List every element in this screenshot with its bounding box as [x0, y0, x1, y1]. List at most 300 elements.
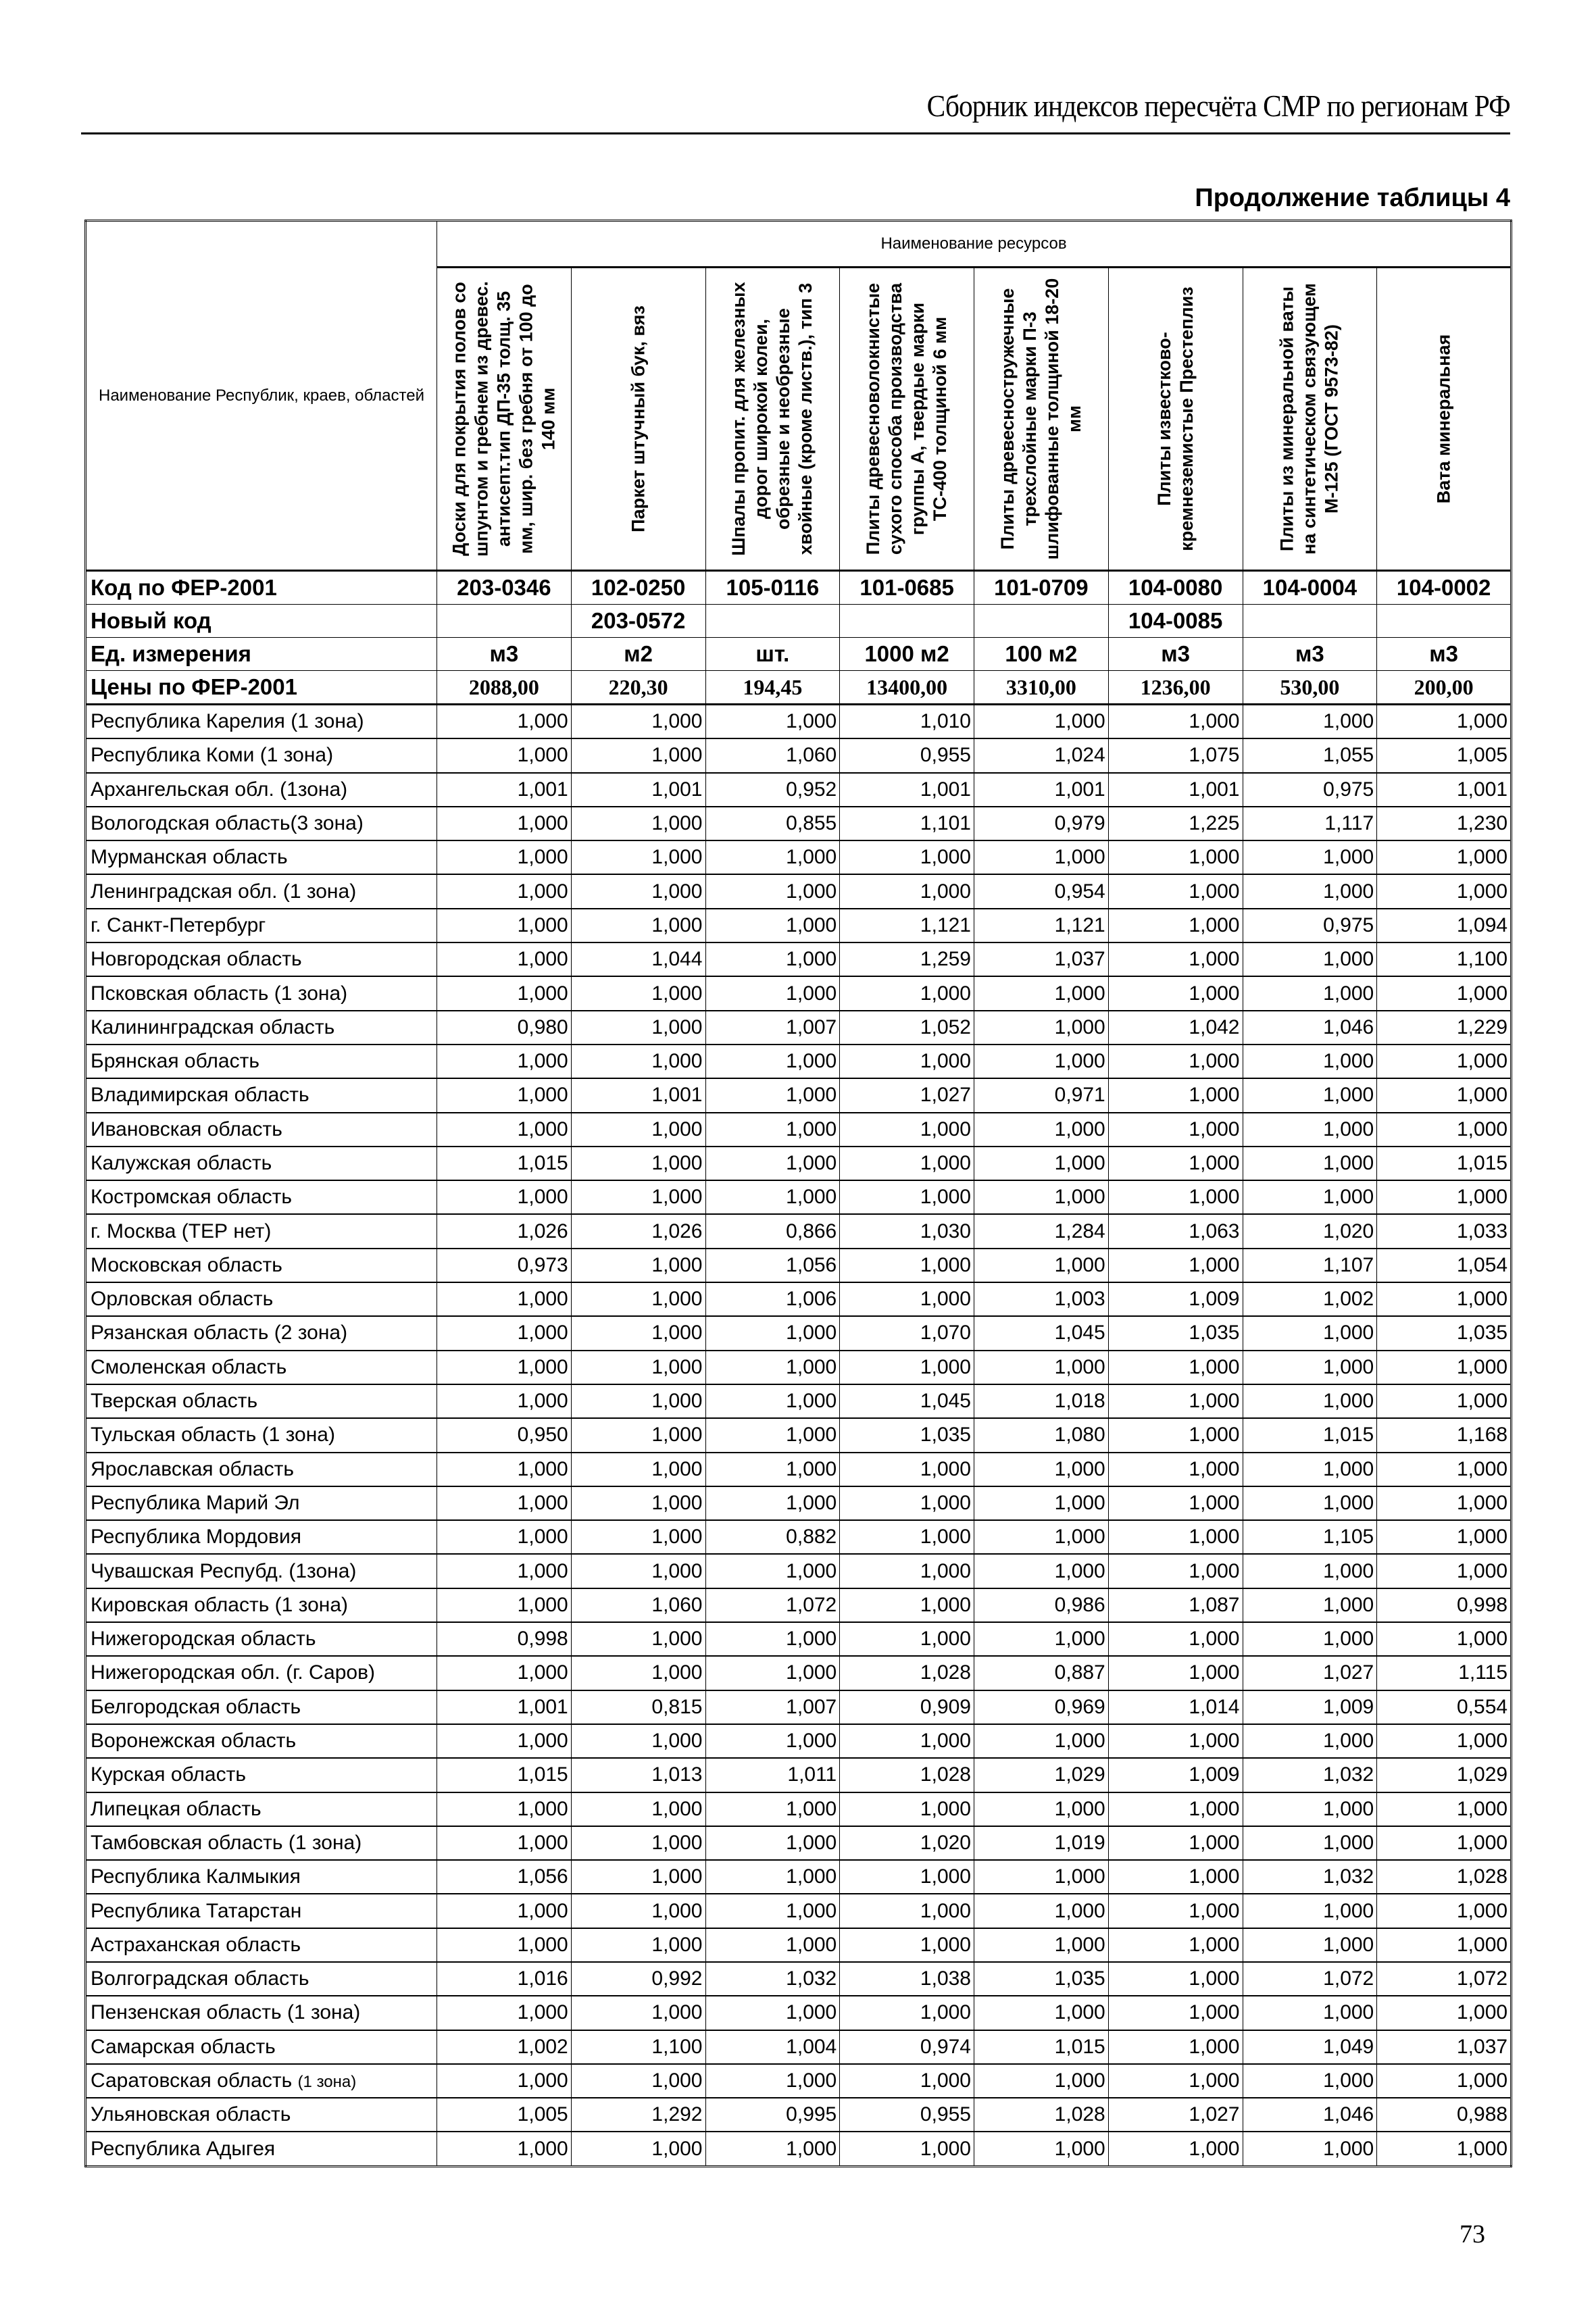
index-value-cell: 1,027 [1243, 1656, 1377, 1690]
region-name [86, 1996, 437, 2030]
table-row [86, 2030, 1512, 2064]
index-value-cell: 1,030 [840, 1214, 974, 1248]
region-name-text: Вологодская область(3 зона) [91, 812, 364, 835]
index-value-cell: 1,026 [437, 1214, 572, 1248]
index-value-cell: 1,000 [1377, 976, 1512, 1010]
index-value-cell: 1,000 [437, 1656, 572, 1690]
index-value-cell: 1,000 [705, 1996, 840, 2030]
index-value-cell: 1,000 [974, 1928, 1109, 1962]
index-value-cell: 1,000 [840, 1520, 974, 1554]
index-value-cell: 1,000 [437, 874, 572, 908]
index-value-cell: 1,060 [571, 1588, 705, 1622]
region-name-text: Липецкая область [91, 1797, 261, 1820]
index-value-cell: 1,000 [571, 1860, 705, 1894]
region-name-text: Самарская область [91, 2035, 276, 2058]
index-value-cell: 1,000 [437, 1724, 572, 1758]
index-value-cell: 1,000 [1108, 705, 1243, 739]
page-number: 73 [1460, 2220, 1485, 2248]
table-row [86, 1384, 1512, 1418]
table-row [86, 1554, 1512, 1588]
index-value-cell: 1,010 [840, 705, 974, 739]
meta-cell: 104-0002 [1377, 571, 1512, 605]
table-row [86, 942, 1512, 976]
table-row [86, 1045, 1512, 1078]
meta-cell [437, 605, 572, 638]
table-row [86, 840, 1512, 874]
index-value-cell: 1,000 [437, 2132, 572, 2166]
meta-cell: 530,00 [1243, 671, 1377, 705]
region-name [86, 1622, 437, 1656]
region-name-text: Орловская область [91, 1288, 274, 1311]
index-value-cell: 1,000 [840, 1996, 974, 2030]
index-value-cell: 1,000 [571, 1826, 705, 1860]
index-value-cell: 1,000 [974, 1453, 1109, 1486]
index-value-cell: 1,000 [705, 840, 840, 874]
index-value-cell: 1,000 [571, 1180, 705, 1214]
index-value-cell: 1,000 [1108, 1928, 1243, 1962]
index-value-cell: 1,015 [1243, 1418, 1377, 1452]
index-value-cell: 1,072 [705, 1588, 840, 1622]
region-name-text: Костромская область [91, 1186, 293, 1209]
index-value-cell: 1,000 [1377, 1928, 1512, 1962]
meta-cell [1377, 605, 1512, 638]
index-value-cell: 1,000 [974, 1011, 1109, 1045]
table-row [86, 1962, 1512, 1996]
region-name [86, 1384, 437, 1418]
region-name [86, 1520, 437, 1554]
index-value-cell: 0,954 [974, 874, 1109, 908]
index-value-cell: 1,027 [840, 1078, 974, 1112]
index-value-cell: 1,072 [1243, 1962, 1377, 1996]
region-name-text: Ярославская область [91, 1457, 294, 1480]
region-name-text: Рязанская область (2 зона) [91, 1322, 348, 1344]
index-value-cell: 1,000 [1377, 1826, 1512, 1860]
index-value-cell: 1,000 [840, 874, 974, 908]
region-name [86, 1453, 437, 1486]
index-value-cell: 1,259 [840, 942, 974, 976]
region-name [86, 840, 437, 874]
index-value-cell: 1,000 [571, 1113, 705, 1147]
index-value-cell: 1,000 [705, 1147, 840, 1180]
index-value-cell: 1,000 [840, 1351, 974, 1384]
index-value-cell: 1,013 [571, 1758, 705, 1792]
meta-cell: 13400,00 [840, 671, 974, 705]
table-row [86, 2132, 1512, 2166]
index-value-cell: 1,035 [1377, 1316, 1512, 1350]
region-name-text: Тульская область (1 зона) [91, 1424, 335, 1447]
resource-column-label: Плиты известково-кремнеземистые Престеплиз [1153, 286, 1197, 551]
index-value-cell: 1,000 [1243, 1554, 1377, 1588]
region-name-text: Архангельская обл. (1зона) [91, 778, 348, 801]
index-value-cell: 1,018 [974, 1384, 1109, 1418]
region-name [86, 909, 437, 942]
index-value-cell: 1,000 [840, 1486, 974, 1520]
resource-column-header [1108, 268, 1243, 571]
index-value-cell: 1,000 [571, 1520, 705, 1554]
region-name-text: Нижегородская обл. (г. Саров) [91, 1661, 376, 1684]
meta-cell: м3 [1243, 638, 1377, 671]
index-value-cell: 1,000 [1377, 1078, 1512, 1112]
meta-row-label: Цены по ФЕР-2001 [86, 671, 437, 705]
meta-cell: м3 [1377, 638, 1512, 671]
index-value-cell: 1,000 [1377, 1486, 1512, 1520]
index-value-cell: 1,000 [840, 1724, 974, 1758]
region-name [86, 1418, 437, 1452]
meta-cell: 104-0080 [1108, 571, 1243, 605]
index-value-cell: 1,000 [1108, 976, 1243, 1010]
index-value-cell: 1,000 [1108, 1249, 1243, 1282]
region-name [86, 942, 437, 976]
table-row [86, 1147, 1512, 1180]
meta-cell: 105-0116 [705, 571, 840, 605]
meta-cell: 200,00 [1377, 671, 1512, 705]
index-value-cell: 1,019 [974, 1826, 1109, 1860]
index-value-cell: 1,000 [1243, 1453, 1377, 1486]
region-name [86, 1486, 437, 1520]
region-name [86, 807, 437, 840]
table-row [86, 1724, 1512, 1758]
index-value-cell: 1,000 [705, 1078, 840, 1112]
index-value-cell: 1,000 [571, 840, 705, 874]
resource-column-header [840, 268, 974, 571]
index-value-cell: 1,000 [437, 1486, 572, 1520]
meta-row-label: Новый код [86, 605, 437, 638]
index-value-cell: 1,000 [974, 2064, 1109, 2098]
index-value-cell: 0,887 [974, 1656, 1109, 1690]
index-value-cell: 1,230 [1377, 807, 1512, 840]
region-name [86, 1351, 437, 1384]
index-value-cell: 1,000 [571, 1418, 705, 1452]
index-value-cell: 1,000 [840, 1622, 974, 1656]
index-value-cell: 1,000 [1108, 1792, 1243, 1826]
index-value-cell: 1,000 [1243, 942, 1377, 976]
index-value-cell: 0,988 [1377, 2098, 1512, 2132]
region-name [86, 1316, 437, 1350]
index-value-cell: 1,001 [974, 773, 1109, 807]
header-rule [81, 132, 1510, 134]
region-name-text: Ивановская область [91, 1117, 282, 1140]
region-name [86, 1928, 437, 1962]
index-value-cell: 1,070 [840, 1316, 974, 1350]
index-value-cell: 1,000 [571, 807, 705, 840]
index-value-cell: 1,009 [1243, 1690, 1377, 1724]
index-value-cell: 1,042 [1108, 1011, 1243, 1045]
region-name [86, 773, 437, 807]
table-row [86, 976, 1512, 1010]
table-row [86, 1520, 1512, 1554]
index-value-cell: 0,971 [974, 1078, 1109, 1112]
index-value-cell: 1,000 [705, 1826, 840, 1860]
index-value-cell: 0,998 [437, 1622, 572, 1656]
table-row [86, 1180, 1512, 1214]
region-name-text: Ульяновская область [91, 2103, 291, 2126]
index-value-cell: 1,000 [1108, 840, 1243, 874]
index-value-cell: 1,000 [840, 1113, 974, 1147]
index-value-cell: 1,000 [437, 738, 572, 772]
index-value-cell: 1,000 [705, 1554, 840, 1588]
table-row [86, 2064, 1512, 2098]
index-value-cell: 1,000 [705, 1792, 840, 1826]
index-value-cell: 1,000 [437, 909, 572, 942]
meta-row-label: Код по ФЕР-2001 [86, 571, 437, 605]
index-value-cell: 1,000 [840, 2132, 974, 2166]
index-value-cell: 1,000 [571, 2132, 705, 2166]
index-value-cell: 1,000 [840, 1147, 974, 1180]
index-value-cell: 1,000 [705, 1622, 840, 1656]
table-row [86, 1758, 1512, 1792]
index-value-cell: 1,028 [840, 1758, 974, 1792]
table-row [86, 1826, 1512, 1860]
index-value-cell: 0,975 [1243, 909, 1377, 942]
index-value-cell: 1,000 [437, 976, 572, 1010]
region-name [86, 1214, 437, 1248]
index-value-cell: 1,000 [1108, 2064, 1243, 2098]
region-name-text: Брянская область [91, 1050, 259, 1073]
index-value-cell: 1,000 [974, 1860, 1109, 1894]
index-value-cell: 1,000 [1377, 1520, 1512, 1554]
index-value-cell: 1,056 [437, 1860, 572, 1894]
region-name [86, 2098, 437, 2132]
index-value-cell: 1,000 [1377, 1724, 1512, 1758]
resources-header: Наименование ресурсов [437, 221, 1512, 268]
resource-column-label: Шпалы пропит. для железных дорог широкой колеи, обрезные и необрезные хвойные (кроме листв.), тип 3 [728, 282, 816, 556]
index-value-cell: 1,000 [437, 1928, 572, 1962]
index-value-cell: 1,284 [974, 1214, 1109, 1248]
index-value-cell: 1,000 [437, 1588, 572, 1622]
index-value-cell: 1,000 [1108, 1520, 1243, 1554]
index-value-cell: 1,000 [571, 1554, 705, 1588]
index-value-cell: 1,000 [437, 1282, 572, 1316]
index-value-cell: 1,000 [571, 1996, 705, 2030]
region-column-header: Наименование Республик, краев, областей [86, 221, 437, 571]
meta-cell: м3 [437, 638, 572, 671]
index-value-cell: 1,001 [437, 1690, 572, 1724]
index-value-cell: 1,000 [1108, 1622, 1243, 1656]
index-value-cell: 1,000 [974, 1113, 1109, 1147]
index-value-cell: 0,998 [1377, 1588, 1512, 1622]
index-value-cell: 1,000 [705, 942, 840, 976]
index-value-cell: 1,000 [840, 1180, 974, 1214]
table-row [86, 1418, 1512, 1452]
index-value-cell: 1,049 [1243, 2030, 1377, 2064]
index-value-cell: 1,015 [437, 1758, 572, 1792]
index-value-cell: 0,882 [705, 1520, 840, 1554]
index-value-cell: 1,001 [1377, 773, 1512, 807]
region-name [86, 1249, 437, 1282]
region-name [86, 1554, 437, 1588]
index-value-cell: 1,000 [571, 1384, 705, 1418]
index-value-cell: 1,105 [1243, 1520, 1377, 1554]
region-name [86, 1045, 437, 1078]
index-value-cell: 1,000 [1108, 1554, 1243, 1588]
index-value-cell: 1,000 [571, 738, 705, 772]
index-value-cell: 1,032 [705, 1962, 840, 1996]
index-value-cell: 1,007 [705, 1690, 840, 1724]
region-name-text: г. Москва (ТЕР нет) [91, 1219, 272, 1242]
resource-column-header [1377, 268, 1512, 571]
index-value-cell: 1,028 [1377, 1860, 1512, 1894]
index-value-cell: 1,000 [705, 2132, 840, 2166]
index-value-cell: 1,014 [1108, 1690, 1243, 1724]
index-value-cell: 1,005 [437, 2098, 572, 2132]
index-value-cell: 1,029 [1377, 1758, 1512, 1792]
index-value-cell: 1,000 [571, 1724, 705, 1758]
region-name [86, 1078, 437, 1112]
meta-cell: 104-0085 [1108, 605, 1243, 638]
index-value-cell: 1,000 [705, 1113, 840, 1147]
index-value-cell: 1,005 [1377, 738, 1512, 772]
table-row [86, 2098, 1512, 2132]
table-row [86, 1996, 1512, 2030]
index-value-cell: 1,026 [571, 1214, 705, 1248]
index-value-cell: 1,000 [571, 1792, 705, 1826]
region-name [86, 1147, 437, 1180]
index-value-cell: 1,000 [840, 1860, 974, 1894]
index-value-cell: 1,015 [974, 2030, 1109, 2064]
index-value-cell: 1,037 [1377, 2030, 1512, 2064]
table-row [86, 1011, 1512, 1045]
table-row [86, 807, 1512, 840]
index-value-cell: 1,000 [571, 1045, 705, 1078]
index-value-cell: 1,000 [437, 1045, 572, 1078]
index-value-cell: 1,001 [1108, 773, 1243, 807]
index-value-cell: 1,000 [571, 909, 705, 942]
index-value-cell: 1,045 [974, 1316, 1109, 1350]
region-name [86, 1826, 437, 1860]
index-value-cell: 1,000 [1108, 1826, 1243, 1860]
index-value-cell: 1,000 [840, 1928, 974, 1962]
region-name-text: г. Санкт-Петербург [91, 913, 266, 936]
index-value-cell: 1,000 [1377, 1996, 1512, 2030]
index-value-cell: 1,035 [840, 1418, 974, 1452]
resource-column-label: Доски для покрытия полов со шпунтом и гребнем из древес. антисепт.тип ДП-35 толщ. 35 мм, шир. без гребня от 100 до 140 мм [449, 281, 559, 557]
index-value-cell: 1,000 [974, 1996, 1109, 2030]
index-value-cell: 1,000 [1243, 874, 1377, 908]
table-row [86, 1928, 1512, 1962]
index-value-cell: 1,000 [705, 2064, 840, 2098]
index-value-cell: 0,973 [437, 1249, 572, 1282]
index-value-cell: 1,000 [1108, 1962, 1243, 1996]
index-value-cell: 1,000 [1377, 840, 1512, 874]
index-value-cell: 1,015 [437, 1147, 572, 1180]
index-value-cell: 1,000 [1243, 1147, 1377, 1180]
index-value-cell: 1,107 [1243, 1249, 1377, 1282]
index-value-cell: 1,000 [705, 874, 840, 908]
index-value-cell: 1,000 [840, 1588, 974, 1622]
region-name [86, 1860, 437, 1894]
index-value-cell: 1,060 [705, 738, 840, 772]
index-value-cell: 1,000 [705, 1418, 840, 1452]
region-name [86, 1962, 437, 1996]
index-value-cell: 1,000 [437, 1351, 572, 1384]
index-value-cell: 1,063 [1108, 1214, 1243, 1248]
index-value-cell: 1,000 [840, 1554, 974, 1588]
index-value-cell: 0,855 [705, 807, 840, 840]
meta-row-label: Ед. измерения [86, 638, 437, 671]
index-value-cell: 1,000 [705, 1486, 840, 1520]
index-value-cell: 1,000 [1243, 1113, 1377, 1147]
region-name-text: Астраханская область [91, 1933, 301, 1956]
region-name-text: Волгоградская область [91, 1967, 309, 1990]
index-value-cell: 1,000 [974, 1351, 1109, 1384]
index-value-cell: 1,000 [705, 1928, 840, 1962]
index-value-cell: 1,000 [974, 1147, 1109, 1180]
meta-cell: 101-0709 [974, 571, 1109, 605]
table-row [86, 1792, 1512, 1826]
index-value-cell: 1,000 [974, 1045, 1109, 1078]
index-value-cell: 1,000 [840, 1249, 974, 1282]
meta-cell: 194,45 [705, 671, 840, 705]
index-value-cell: 1,056 [705, 1249, 840, 1282]
index-value-cell: 1,000 [1377, 1180, 1512, 1214]
index-value-cell: 0,955 [840, 738, 974, 772]
index-value-cell: 0,950 [437, 1418, 572, 1452]
index-value-cell: 1,000 [1377, 1554, 1512, 1588]
index-value-cell: 1,000 [705, 1180, 840, 1214]
index-value-cell: 1,028 [840, 1656, 974, 1690]
index-value-cell: 1,000 [1243, 1351, 1377, 1384]
index-value-cell: 1,007 [705, 1011, 840, 1045]
resource-column-label: Плиты из минеральной ваты на синтетическом связующем М-125 (ГОСТ 9573-82) [1276, 283, 1342, 555]
region-name [86, 1588, 437, 1622]
table-row [86, 874, 1512, 908]
index-value-cell: 1,020 [840, 1826, 974, 1860]
index-value-cell: 1,292 [571, 2098, 705, 2132]
region-name [86, 1792, 437, 1826]
index-value-cell: 1,000 [974, 840, 1109, 874]
index-value-cell: 1,000 [437, 1520, 572, 1554]
index-value-cell: 1,000 [571, 1011, 705, 1045]
meta-row-price [86, 671, 1512, 705]
index-value-cell: 1,000 [840, 976, 974, 1010]
index-value-cell: 1,000 [1108, 874, 1243, 908]
index-value-cell: 1,000 [437, 1554, 572, 1588]
index-value-cell: 1,121 [974, 909, 1109, 942]
index-value-cell: 1,006 [705, 1282, 840, 1316]
index-value-cell: 1,000 [1108, 1418, 1243, 1452]
index-value-cell: 1,000 [571, 1147, 705, 1180]
index-value-cell: 1,000 [1243, 1384, 1377, 1418]
region-name-text: Новгородская область [91, 948, 302, 971]
index-value-cell: 0,986 [974, 1588, 1109, 1622]
index-value-cell: 1,000 [1243, 840, 1377, 874]
index-value-cell: 1,000 [1377, 1045, 1512, 1078]
index-value-cell: 1,000 [571, 1486, 705, 1520]
index-value-cell: 1,024 [974, 738, 1109, 772]
meta-row-fer-code [86, 571, 1512, 605]
index-value-cell: 1,000 [1377, 1384, 1512, 1418]
index-value-cell: 1,000 [1243, 1486, 1377, 1520]
region-name-text: Тамбовская область (1 зона) [91, 1831, 362, 1854]
index-value-cell: 1,000 [1108, 942, 1243, 976]
index-value-cell: 1,000 [437, 1453, 572, 1486]
index-value-cell: 1,000 [571, 1622, 705, 1656]
index-value-cell: 1,044 [571, 942, 705, 976]
index-value-cell: 1,000 [1108, 1045, 1243, 1078]
index-value-cell: 0,815 [571, 1690, 705, 1724]
index-value-cell: 1,016 [437, 1962, 572, 1996]
index-value-cell: 1,000 [437, 705, 572, 739]
index-value-cell: 1,000 [1108, 1384, 1243, 1418]
index-value-cell: 1,000 [437, 1826, 572, 1860]
index-value-cell: 1,000 [705, 976, 840, 1010]
index-value-cell: 1,080 [974, 1418, 1109, 1452]
index-value-cell: 1,000 [1243, 1928, 1377, 1962]
region-name-text: Кировская область (1 зона) [91, 1593, 349, 1616]
index-value-cell: 1,046 [1243, 1011, 1377, 1045]
region-name-text: Республика Марий Эл [91, 1491, 300, 1514]
index-value-cell: 1,000 [1377, 874, 1512, 908]
